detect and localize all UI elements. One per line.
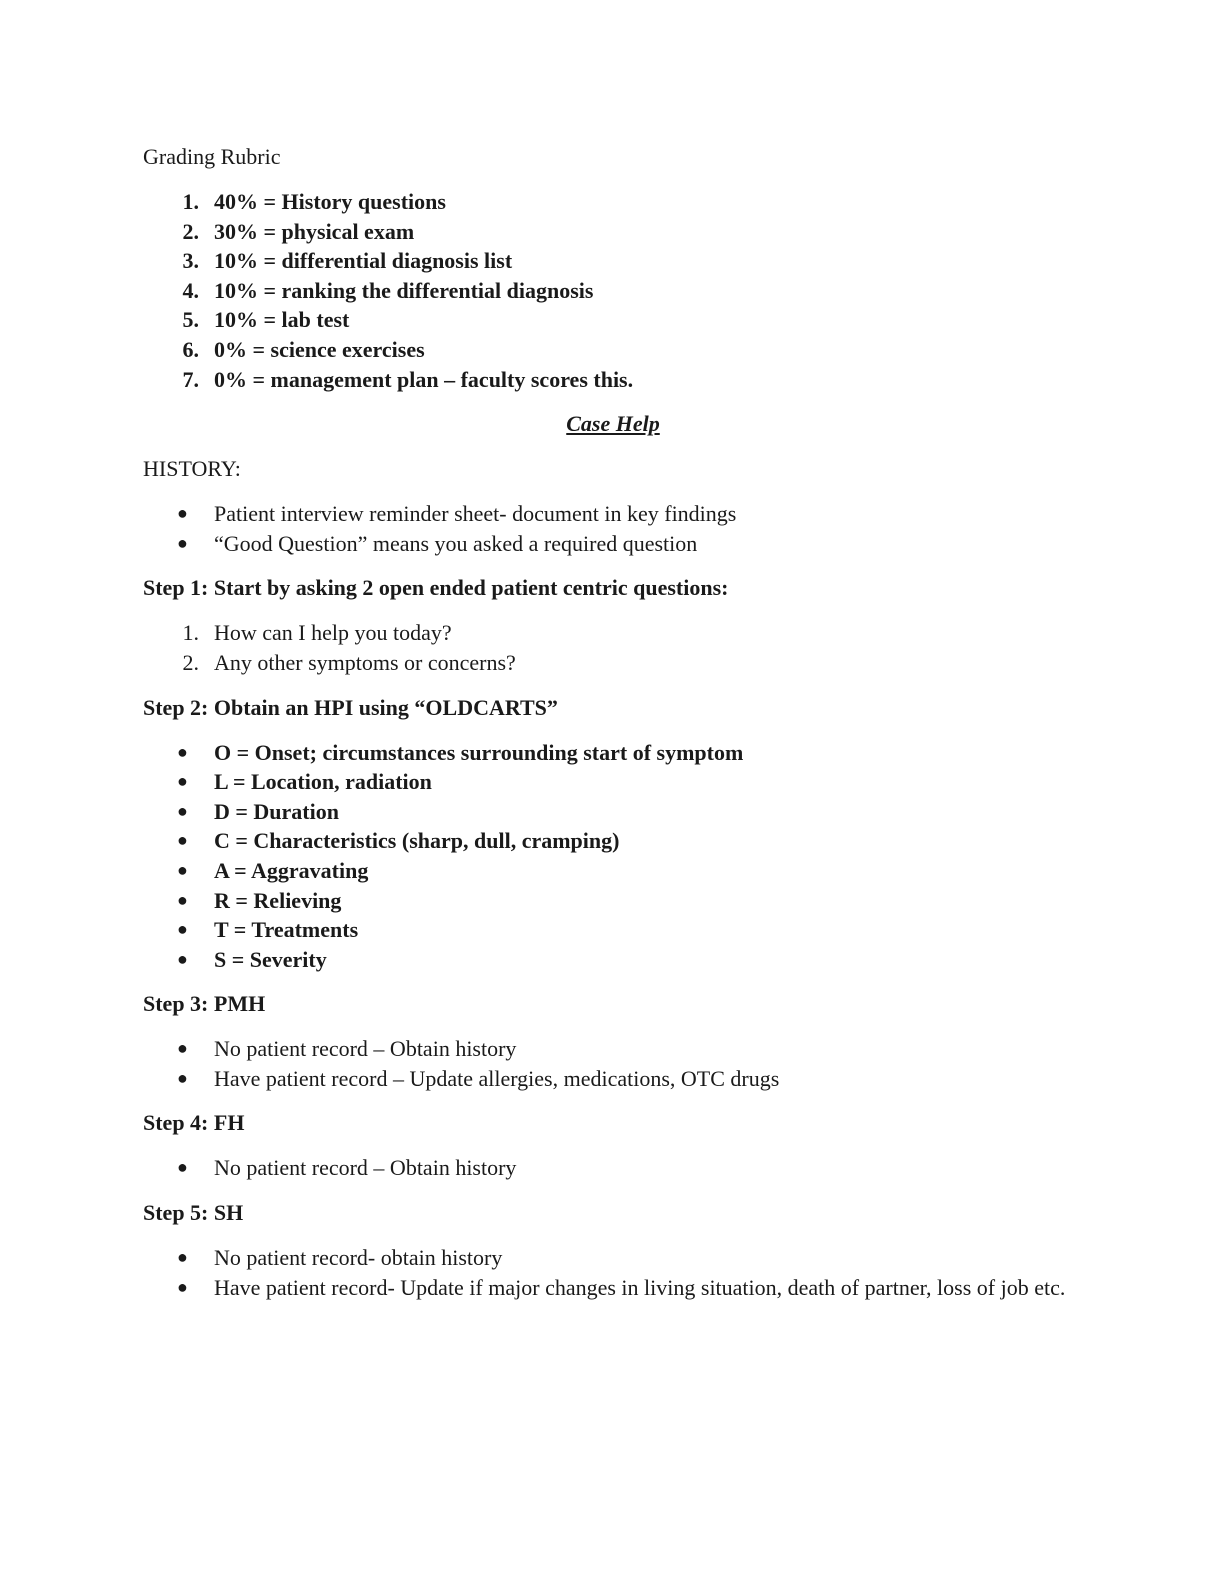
- grading-rubric-list: [143, 187, 1083, 394]
- list-item-text: L = Location, radiation: [214, 769, 432, 795]
- list-item: [143, 365, 1083, 395]
- step5-bullet-list: [143, 1243, 1083, 1302]
- list-item-text: O = Onset; circumstances surrounding start of symptom: [214, 739, 744, 765]
- list-item: [143, 915, 1083, 945]
- list-number: 2.: [182, 649, 199, 675]
- list-item: [143, 1064, 1083, 1094]
- list-item: [143, 767, 1083, 797]
- list-item: [143, 335, 1083, 365]
- list-item-text: Have patient record – Update allergies, medications, OTC drugs: [214, 1065, 780, 1091]
- bullet-icon: ●: [177, 1157, 188, 1178]
- step2-heading: Step 2: Obtain an HPI using “OLDCARTS”: [143, 694, 558, 720]
- list-item: [143, 1153, 1083, 1183]
- grading-rubric-heading: Grading Rubric: [143, 144, 281, 169]
- step2-oldcarts-list: [143, 738, 1083, 975]
- list-item: [143, 856, 1083, 886]
- document-page: [143, 142, 1083, 1302]
- bullet-icon: ●: [177, 1067, 188, 1088]
- bullet-icon: ●: [177, 919, 188, 940]
- list-item: [143, 618, 1083, 648]
- step3-heading: Step 3: PMH: [143, 991, 266, 1017]
- list-item-text: No patient record- obtain history: [214, 1245, 503, 1271]
- case-help-title: Case Help: [566, 411, 660, 437]
- list-item: [143, 529, 1083, 559]
- bullet-icon: ●: [177, 889, 188, 910]
- list-number: 3.: [182, 248, 199, 274]
- list-item-text: No patient record – Obtain history: [214, 1155, 517, 1181]
- list-item: [143, 797, 1083, 827]
- list-item-text: Have patient record- Update if major changes in living situation, death of partner, loss of job etc.: [214, 1274, 1066, 1300]
- list-item: [143, 187, 1083, 217]
- list-item-text: No patient record – Obtain history: [214, 1036, 517, 1062]
- list-number: 1.: [182, 189, 199, 214]
- list-item-text: 40% = History questions: [214, 189, 446, 214]
- list-item-text: 10% = ranking the differential diagnosis: [214, 277, 594, 303]
- history-bullet-list: [143, 499, 1083, 558]
- list-item-text: 10% = differential diagnosis list: [214, 248, 513, 274]
- list-number: 4.: [182, 277, 199, 303]
- list-item: [143, 738, 1083, 768]
- bullet-icon: ●: [177, 1276, 188, 1297]
- bullet-icon: ●: [177, 503, 188, 524]
- list-number: 7.: [182, 366, 199, 392]
- list-item: [143, 886, 1083, 916]
- step4-heading: Step 4: FH: [143, 1110, 245, 1136]
- step5-heading: Step 5: SH: [143, 1200, 244, 1226]
- list-item: [143, 1273, 1083, 1303]
- list-item: [143, 826, 1083, 856]
- bullet-icon: ●: [177, 771, 188, 792]
- list-item-text: “Good Question” means you asked a required question: [214, 530, 698, 556]
- list-item-text: D = Duration: [214, 798, 339, 824]
- list-item: [143, 648, 1083, 678]
- list-item: [143, 499, 1083, 529]
- bullet-icon: ●: [177, 948, 188, 969]
- bullet-icon: ●: [177, 800, 188, 821]
- step1-question-list: [143, 618, 1083, 677]
- list-item-text: 0% = management plan – faculty scores this.: [214, 366, 634, 392]
- list-item-text: R = Relieving: [214, 887, 342, 913]
- list-number: 2.: [182, 218, 199, 244]
- list-item-text: 0% = science exercises: [214, 336, 425, 362]
- bullet-icon: ●: [177, 532, 188, 553]
- list-item-text: C = Characteristics (sharp, dull, cramping): [214, 828, 620, 854]
- list-item-text: Patient interview reminder sheet- document in key findings: [214, 501, 737, 527]
- step4-bullet-list: [143, 1153, 1083, 1183]
- list-item-text: S = Severity: [214, 946, 327, 972]
- bullet-icon: ●: [177, 830, 188, 851]
- list-item: [143, 305, 1083, 335]
- list-item-text: 30% = physical exam: [214, 218, 415, 244]
- bullet-icon: ●: [177, 859, 188, 880]
- bullet-icon: ●: [177, 1247, 188, 1268]
- list-item: [143, 1034, 1083, 1064]
- bullet-icon: ●: [177, 1038, 188, 1059]
- list-number: 6.: [182, 336, 199, 362]
- list-item-text: 10% = lab test: [214, 307, 350, 333]
- list-item: [143, 276, 1083, 306]
- list-item-text: T = Treatments: [214, 917, 359, 943]
- list-item: [143, 945, 1083, 975]
- list-item-text: Any other symptoms or concerns?: [214, 649, 516, 675]
- step3-bullet-list: [143, 1034, 1083, 1093]
- list-item: [143, 246, 1083, 276]
- list-item: [143, 217, 1083, 247]
- history-heading: HISTORY:: [143, 456, 241, 482]
- step1-heading: Step 1: Start by asking 2 open ended patient centric questions:: [143, 575, 729, 601]
- list-item-text: How can I help you today?: [214, 620, 452, 646]
- list-number: 5.: [182, 307, 199, 333]
- bullet-icon: ●: [177, 741, 188, 762]
- list-item: [143, 1243, 1083, 1273]
- list-number: 1.: [182, 620, 199, 646]
- list-item-text: A = Aggravating: [214, 857, 369, 883]
